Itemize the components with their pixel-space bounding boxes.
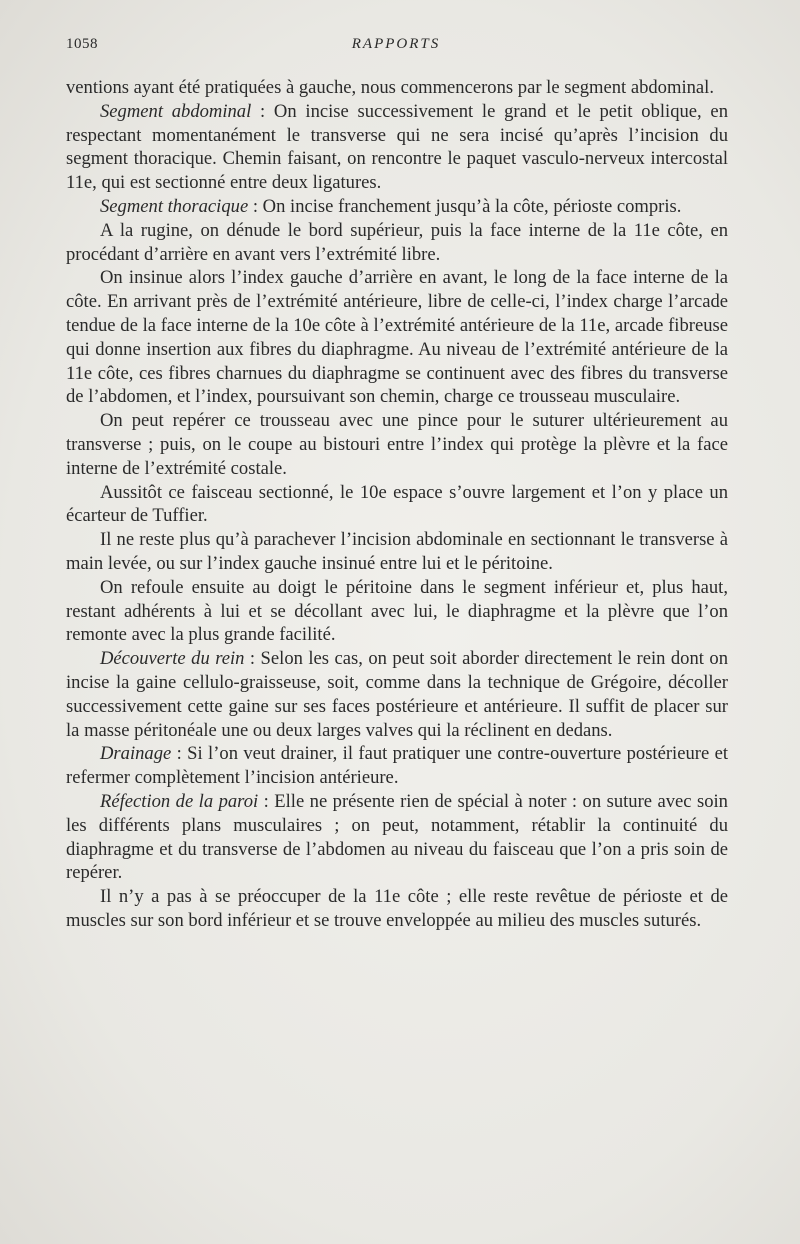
- paragraph: [66, 409, 728, 480]
- section-lead: Segment abdominal: [100, 100, 252, 122]
- paragraph-text: A la rugine, on dénude le bord supérieur, puis la face interne de la 11e côte, en procédant d’arrière en avant vers l’extrémité libre.: [66, 219, 728, 265]
- body-text: [66, 76, 728, 933]
- section-lead: Drainage: [100, 743, 172, 765]
- paragraph-text: : Selon les cas, on peut soit aborder directement le rein dont on incise la gaine cellulo-graisseuse, soit, comme dans la technique de Grégoire, décoller successivement cette gaine sur ses faces postérieure et antérieure. Il suffit de placer sur la masse péritonéale une ou deux larges valves qui la réclinent en dedans.: [66, 648, 728, 741]
- paragraph-text: : Si l’on veut drainer, il faut pratiquer une contre-ouverture postérieure et refermer complètement l’incision antérieure.: [66, 743, 728, 789]
- paragraph-text: On peut repérer ce trousseau avec une pince pour le suturer ultérieurement au transverse ; puis, on le coupe au bistouri entre l’index qui protège la plèvre et la face interne de l’extrémité costale.: [66, 410, 728, 479]
- paragraph: [66, 742, 728, 790]
- paragraph-text: Il ne reste plus qu’à parachever l’incision abdominale en sectionnant le transverse à main levée, ou sur l’index gauche insinué entre lui et le péritoine.: [66, 529, 728, 574]
- paragraph: [66, 100, 728, 195]
- paragraph: [66, 885, 728, 933]
- running-title: RAPPORTS: [351, 36, 441, 52]
- paragraph-text: On refoule ensuite au doigt le péritoine dans le segment inférieur et, plus haut, restant adhérents à lui et se décollant avec lui, le diaphragme et la plèvre que l’on remonte avec la plus grande facilité.: [66, 576, 728, 646]
- paragraph-text: Aussitôt ce faisceau sectionné, le 10e espace s’ouvre largement et l’on y place un écarteur de Tuffier.: [66, 481, 728, 527]
- paragraph-text: : Elle ne présente rien de spécial à noter : on suture avec soin les différents plans musculaires ; on peut, notamment, rétablir la continuité du diaphragme et du transverse de l’abdomen au niveau du faisceau que l’on a pris soin de repérer.: [66, 790, 728, 884]
- paragraph: [66, 195, 728, 219]
- paragraph-text: On insinue alors l’index gauche d’arrière en avant, le long de la face interne de la côte. En arrivant près de l’extrémité antérieure, libre de celle-ci, l’index charge l’arcade tendue de la face interne de la 10e côte à l’extrémité antérieure de la 11e, arcade fibreuse qui donne insertion aux fibres du diaphragme. Au niveau de l’extrémité antérieure de la 11e côte, ces fibres charnues du diaphragme se continuent avec des fibres du transverse de l’abdomen, et l’index, poursuivant son chemin, charge ce trousseau musculaire.: [66, 267, 728, 408]
- paragraph: [66, 647, 728, 742]
- paragraph: [66, 790, 728, 885]
- section-lead: Segment thoracique: [100, 195, 249, 217]
- paragraph: [66, 528, 728, 576]
- section-lead: Réfection de la paroi: [100, 790, 259, 812]
- paragraph-text: Il n’y a pas à se préoccuper de la 11e côte ; elle reste revêtue de périoste et de muscles sur son bord inférieur et se trouve enveloppée au milieu des muscles suturés.: [66, 886, 728, 931]
- paragraph-text: : On incise franchement jusqu’à la côte, périoste compris.: [248, 195, 682, 217]
- paragraph: [66, 481, 728, 529]
- section-lead: Découverte du rein: [100, 648, 245, 670]
- paragraph: [66, 219, 728, 267]
- paragraph-text: ventions ayant été pratiquées à gauche, nous commencerons par le segment abdominal.: [66, 77, 714, 98]
- page-number: 1058: [66, 36, 98, 52]
- paragraph: [66, 576, 728, 647]
- paragraph-text: : On incise successivement le grand et le petit oblique, en respectant momentanément le transverse qui ne sera incisé qu’après l’incision du segment thoracique. Chemin faisant, on rencontre le paquet vasculo-nerveux intercostal 11e, qui est sectionné entre deux ligatures.: [66, 100, 728, 194]
- paragraph: [66, 76, 728, 100]
- page-header: [66, 36, 726, 60]
- paragraph: [66, 266, 728, 409]
